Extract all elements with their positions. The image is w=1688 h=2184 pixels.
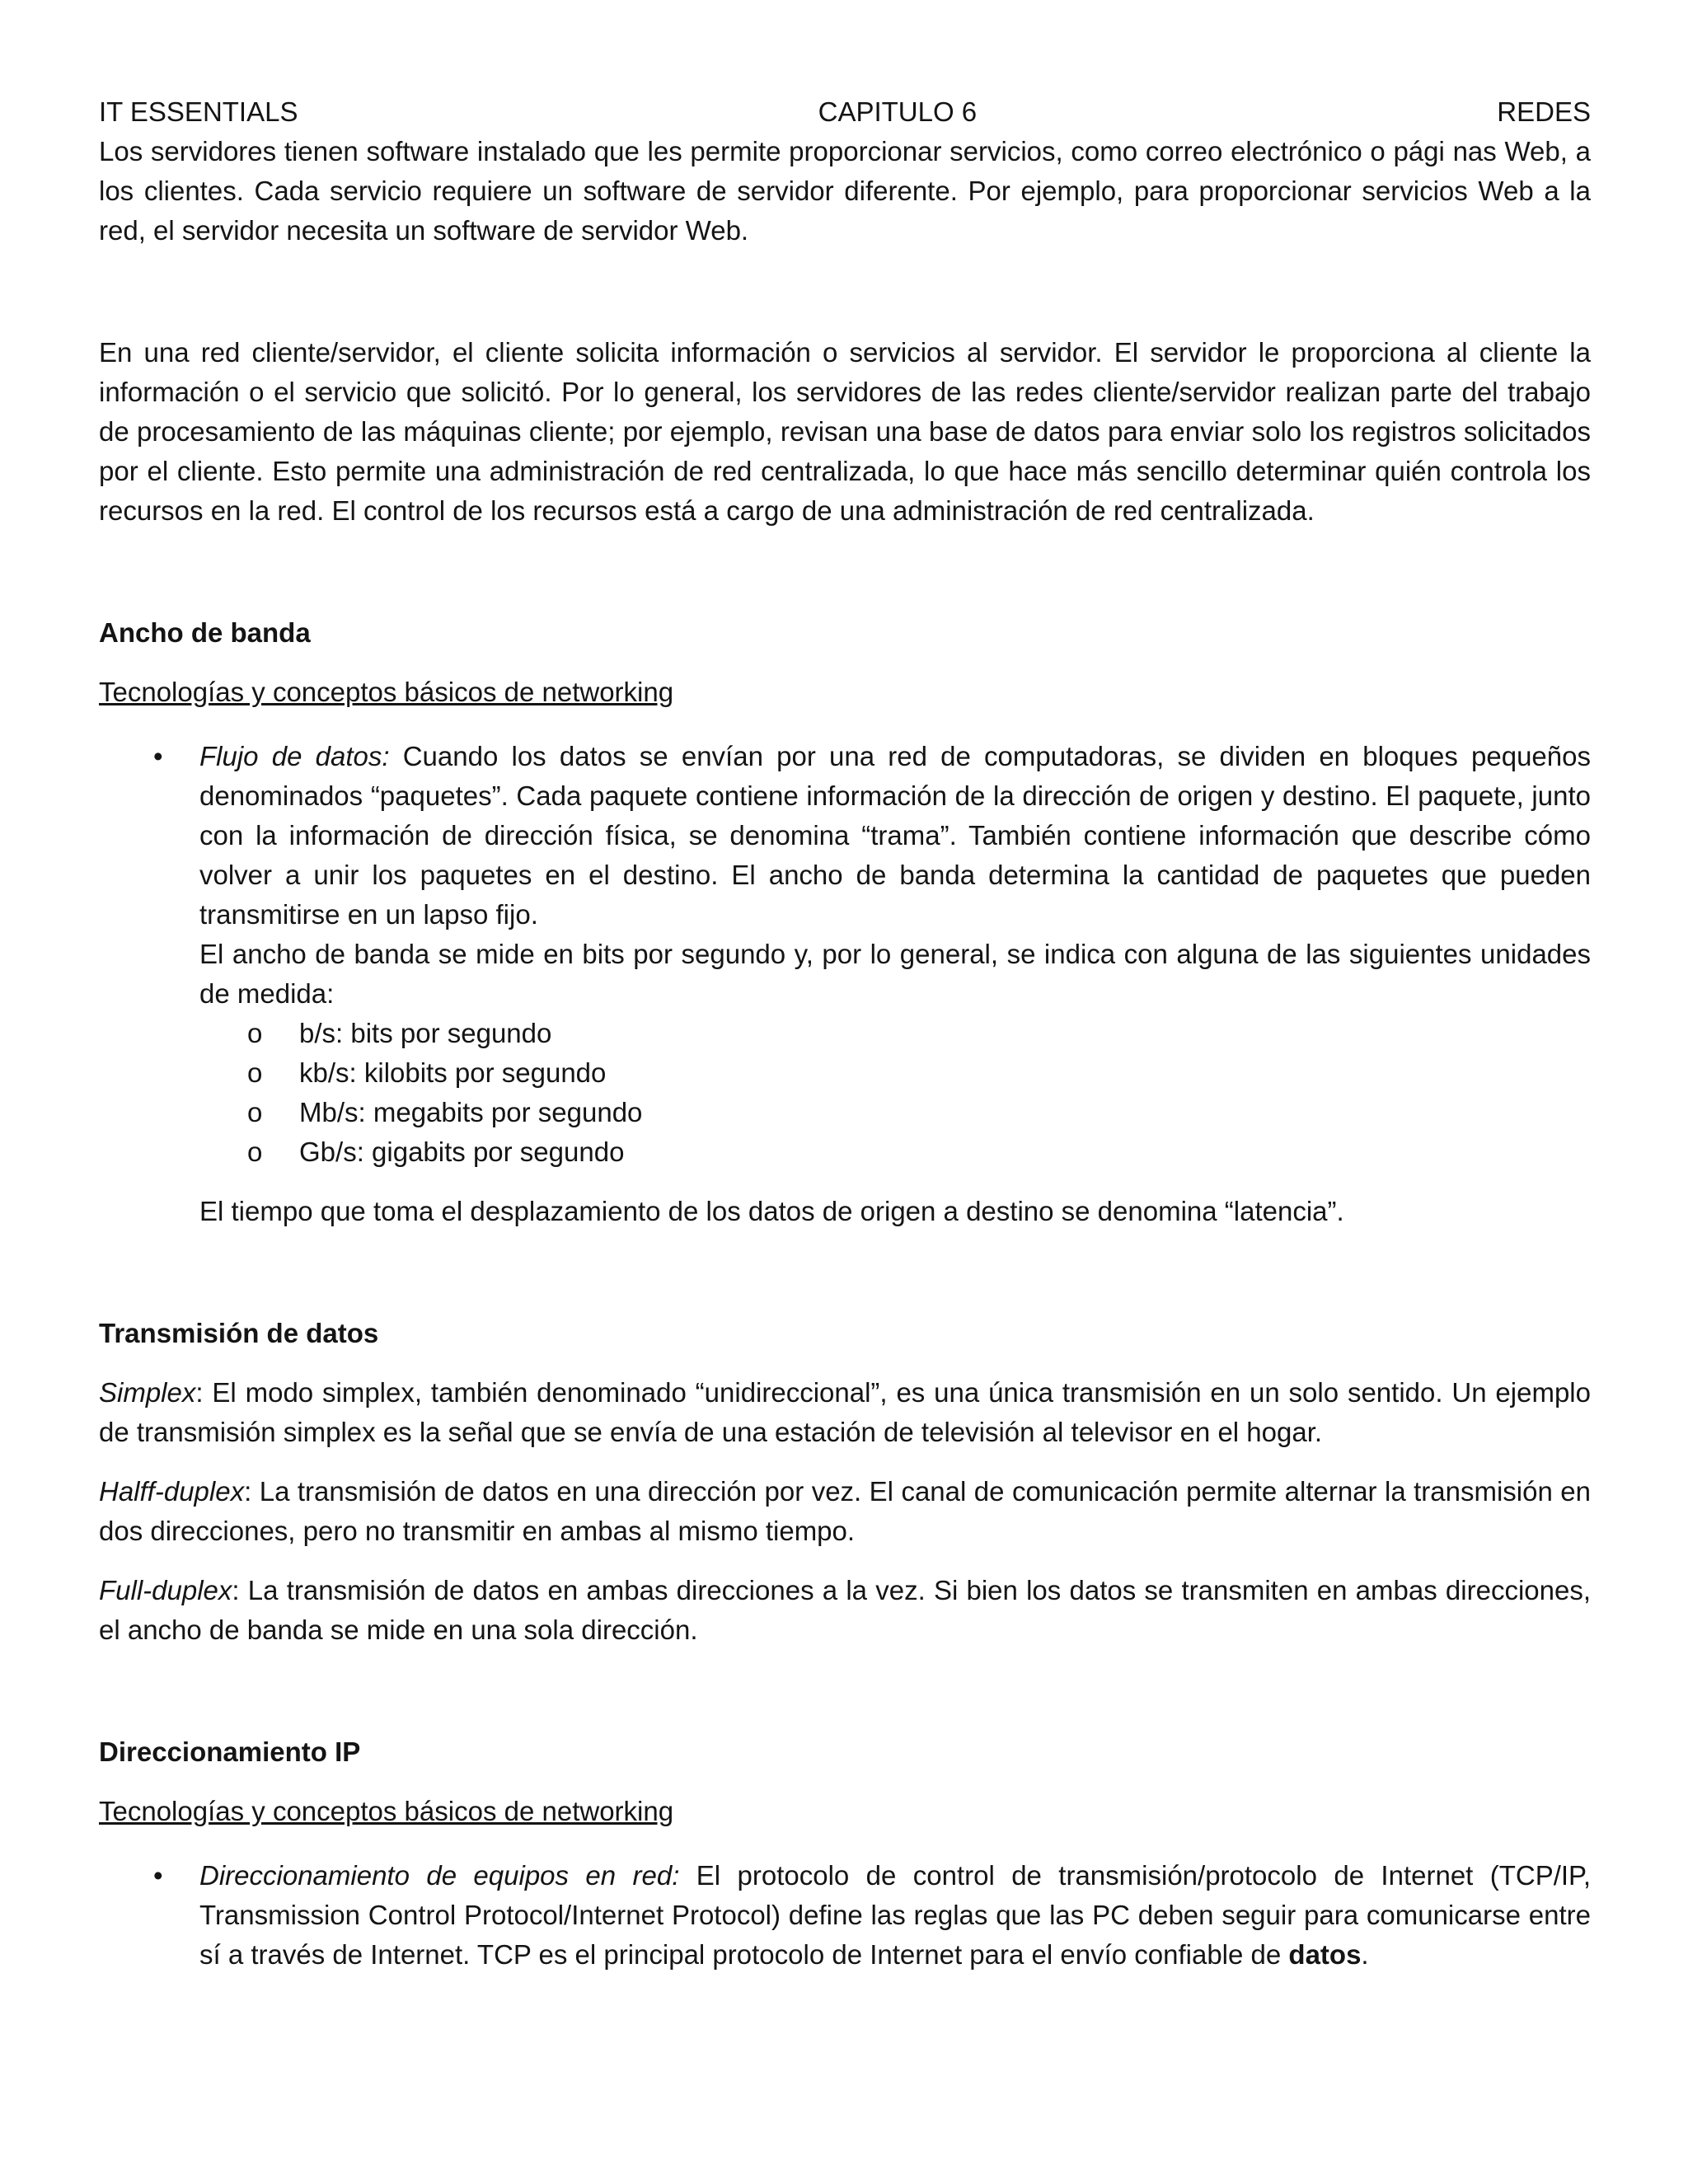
intro-paragraph-2: En una red cliente/servidor, el cliente solicita información o servicios al servidor. El servidor le proporciona al cliente la información o el servicio que solicitó. Por lo general, los servidores de las redes cliente/servidor realizan parte del trabajo de procesamiento de las máquinas cliente; por ejemplo, revisan una base de datos para enviar solo los registros solicitados por el cliente. Esto permite una administración de red centralizada, lo que hace más sencillo determinar quién controla los recursos en la red. El control de los recursos está a cargo de una administración de red centralizada.	[99, 337, 1591, 526]
header-right: REDES	[1497, 96, 1591, 127]
intro-paragraph-1: Los servidores tienen software instalado que les permite proporcionar servicios, como correo electrónico o pági nas Web, a los clientes. Cada servicio requiere un software de servidor diferente. Por ejemplo, para proporcionar servicios Web a la red, el servidor necesita un software de servidor Web.	[99, 136, 1591, 246]
section-direccionamiento-ip	[99, 1732, 1591, 1975]
bullet-icon: •	[153, 741, 163, 771]
bullet-text: Cuando los datos se envían por una red de computadoras, se dividen en bloques pequeños denominados “paquetes”. Cada paquete contiene información de la dirección de origen y destino. El paquete, junto con la información de dirección física, se denomina “trama”. También contiene información que describe cómo volver a unir los paquetes en el destino. El ancho de banda determina la cantidad de paquetes que pueden transmitirse en un lapso fijo.	[199, 741, 1591, 930]
section-subtitle: Tecnologías y conceptos básicos de networking	[99, 1796, 674, 1826]
list-item: o Gb/s: gigabits por segundo	[99, 1132, 1591, 1172]
bullet-text: El protocolo de control de transmisión/protocolo de Internet (TCP/IP, Transmission Control Protocol/Internet Protocol) define las reglas que las PC deben seguir para comunicarse entre sí a través de Internet. TCP es el principal protocolo de Internet para el envío confiable de	[199, 1860, 1591, 1970]
bullet-text-2: El ancho de banda se mide en bits por segundo y, por lo general, se indica con alguna de las siguientes unidades de medida:	[199, 939, 1591, 1009]
list-item: o kb/s: kilobits por segundo	[99, 1053, 1591, 1093]
section-title: Direccionamiento IP	[99, 1736, 361, 1767]
latency-note: El tiempo que toma el desplazamiento de los datos de origen a destino se denomina “latencia”.	[199, 1196, 1344, 1226]
circle-bullet-icon: o	[247, 1018, 263, 1048]
bullet-icon: •	[153, 1860, 163, 1891]
bullet-item: • Direccionamiento de equipos en red: El protocolo de control de transmisión/protocolo de Internet (TCP/IP, Transmission Control Protocol/Internet Protocol) define las reglas que las PC deben seguir para comunicarse entre sí a través de Internet. TCP es el principal protocolo de Internet para el envío confiable de datos.	[99, 1856, 1591, 1975]
header-left: IT ESSENTIALS	[99, 96, 298, 127]
bullet-term: Flujo de datos:	[199, 741, 390, 771]
bullet-item	[99, 737, 1591, 1172]
units-list	[199, 1014, 1591, 1172]
section-transmision	[99, 1314, 1591, 1650]
header-center: CAPITULO 6	[818, 96, 978, 127]
simplex-paragraph: Simplex: El modo simplex, también denominado “unidireccional”, es una única transmisión en un solo sentido. Un ejemplo de transmisión simplex es la señal que se envía de una estación de televisión al televisor en el hogar.	[99, 1377, 1591, 1447]
section-ancho-de-banda	[99, 613, 1591, 1231]
circle-bullet-icon: o	[247, 1097, 263, 1127]
section-title: Ancho de banda	[99, 617, 311, 648]
bullet-term: Direccionamiento de equipos en red:	[199, 1860, 680, 1891]
half-duplex-paragraph: Halff-duplex: La transmisión de datos en una dirección por vez. El canal de comunicación permite alternar la transmisión en dos direcciones, pero no transmitir en ambas al mismo tiempo.	[99, 1476, 1591, 1546]
bullet-bold-word: datos	[1288, 1939, 1362, 1970]
page-header	[99, 92, 1591, 132]
section-title: Transmisión de datos	[99, 1318, 379, 1348]
document-page	[99, 92, 1591, 1975]
section-subtitle: Tecnologías y conceptos básicos de networking	[99, 677, 674, 707]
full-duplex-paragraph: Full-duplex: La transmisión de datos en ambas direcciones a la vez. Si bien los datos se transmiten en ambas direcciones, el ancho de banda se mide en una sola dirección.	[99, 1575, 1591, 1645]
list-item: o b/s: bits por segundo	[99, 1014, 1591, 1053]
circle-bullet-icon: o	[247, 1057, 263, 1088]
list-item: o Mb/s: megabits por segundo	[99, 1093, 1591, 1132]
circle-bullet-icon: o	[247, 1137, 263, 1167]
